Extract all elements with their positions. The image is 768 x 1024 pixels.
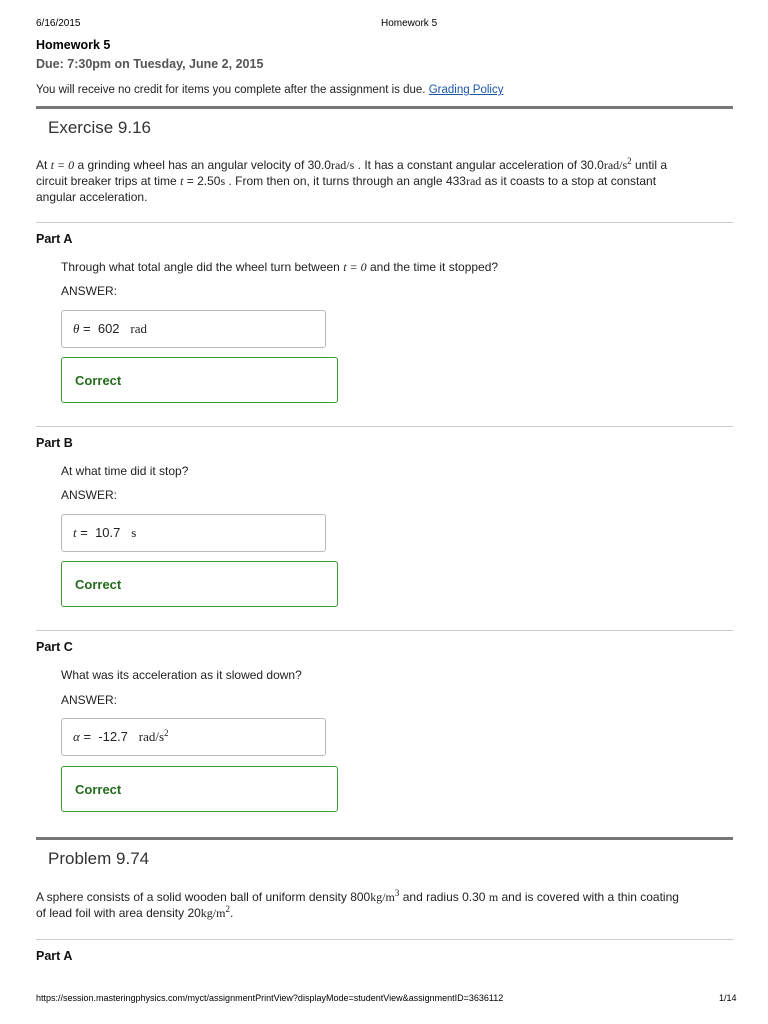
problem-statement xyxy=(36,889,736,921)
question-text: and the time it stopped? xyxy=(369,260,499,274)
due-date: Due: 7:30pm on Tuesday, June 2, 2015 xyxy=(36,57,264,71)
part-a-label: Part A xyxy=(36,232,73,246)
stmt-math-t0: t = 0 xyxy=(50,158,75,172)
question-text: Through what total angle did the wheel turn between xyxy=(61,260,340,274)
stmt-angle-value: 433 xyxy=(445,174,466,188)
section-divider xyxy=(36,106,733,109)
stmt-t-value: = 2.50 xyxy=(186,174,221,188)
stmt-alpha-value: 30.0 xyxy=(580,158,604,172)
answer-unit-exp: 2 xyxy=(164,728,169,738)
answer-label: ANSWER: xyxy=(61,284,118,298)
stmt-math-t: t xyxy=(180,174,184,188)
section-divider xyxy=(36,837,733,840)
answer-value: 602 xyxy=(97,321,120,336)
answer-variable: t xyxy=(73,525,77,540)
correct-status: Correct xyxy=(75,782,122,797)
stmt-area-value: 20 xyxy=(187,906,201,920)
exercise-statement xyxy=(36,157,736,205)
part-c-label: Part C xyxy=(36,640,73,654)
part-divider xyxy=(36,939,733,940)
stmt-density-unit: kg/m xyxy=(370,890,395,904)
part-divider xyxy=(36,222,733,223)
assignment-title: Homework 5 xyxy=(36,38,111,52)
part-divider xyxy=(36,426,733,427)
answer-label: ANSWER: xyxy=(61,693,118,707)
answer-unit: rad/s xyxy=(138,729,165,744)
answer-unit: s xyxy=(131,525,137,540)
print-title: Homework 5 xyxy=(381,18,438,29)
stmt-alpha-exp: 2 xyxy=(627,156,632,166)
stmt-text: . From then on, it turns through an angle xyxy=(228,174,443,188)
stmt-radius-unit: m xyxy=(488,890,499,904)
problem-part-a-label: Part A xyxy=(36,949,73,963)
part-b-question: At what time did it stop? xyxy=(61,464,189,478)
part-b-label: Part B xyxy=(36,436,73,450)
stmt-density-value: 800 xyxy=(350,890,371,904)
policy-note xyxy=(36,82,504,98)
stmt-text: as it coasts to a stop at constant xyxy=(484,174,657,188)
part-c-question: What was its acceleration as it slowed down? xyxy=(61,668,302,682)
answer-value: 10.7 xyxy=(95,525,121,540)
stmt-omega-unit: rad/s xyxy=(330,158,355,172)
stmt-text: of lead foil with area density xyxy=(36,906,185,920)
part-a-question xyxy=(61,259,498,275)
answer-unit: rad xyxy=(130,321,147,336)
part-c-answer-box xyxy=(61,718,326,756)
stmt-angle-unit: rad xyxy=(465,174,482,188)
stmt-omega-value: 30.0 xyxy=(307,158,331,172)
answer-variable: α xyxy=(73,729,80,744)
grading-policy-link[interactable]: Grading Policy xyxy=(428,84,504,96)
part-divider xyxy=(36,630,733,631)
print-url: https://session.masteringphysics.com/myct/assignmentPrintView?displayMode=studentView&assignmentID=3636112 xyxy=(36,993,504,1003)
stmt-area-unit: kg/m xyxy=(200,906,226,920)
answer-equals: = xyxy=(83,729,92,744)
answer-equals: = xyxy=(83,321,91,336)
stmt-text: until a xyxy=(635,158,668,172)
part-a-correct-box xyxy=(61,357,338,403)
part-b-answer-box xyxy=(61,514,326,552)
correct-status: Correct xyxy=(75,577,122,592)
stmt-text: circuit breaker trips at time xyxy=(36,174,177,188)
stmt-text: and is covered with a thin coating xyxy=(501,890,679,904)
stmt-text: and radius 0.30 xyxy=(402,890,486,904)
stmt-t-unit: s xyxy=(220,174,226,188)
part-a-answer-box xyxy=(61,310,326,348)
stmt-text: . xyxy=(229,906,234,920)
stmt-text: a grinding wheel has an angular velocity of xyxy=(77,158,305,172)
answer-label: ANSWER: xyxy=(61,488,118,502)
stmt-alpha-unit: rad/s xyxy=(603,158,628,172)
answer-equals: = xyxy=(80,525,88,540)
print-page-number: 1/14 xyxy=(719,993,737,1003)
stmt-text: . It has a constant angular acceleration of xyxy=(357,158,578,172)
stmt-text: At xyxy=(36,158,48,172)
answer-variable: θ xyxy=(73,321,80,336)
question-math: t = 0 xyxy=(343,260,367,274)
part-c-correct-box xyxy=(61,766,338,812)
exercise-title: Exercise 9.16 xyxy=(48,118,151,137)
answer-value: -12.7 xyxy=(98,729,128,744)
stmt-text: angular acceleration. xyxy=(36,190,148,204)
policy-note-text: You will receive no credit for items you complete after the assignment is due. xyxy=(36,84,426,96)
correct-status: Correct xyxy=(75,373,122,388)
stmt-area-exp: 2 xyxy=(225,904,230,914)
stmt-text: A sphere consists of a solid wooden ball of uniform density xyxy=(36,890,347,904)
problem-title: Problem 9.74 xyxy=(48,849,150,868)
print-date: 6/16/2015 xyxy=(36,18,81,29)
stmt-density-exp: 3 xyxy=(394,888,400,898)
part-b-correct-box xyxy=(61,561,338,607)
